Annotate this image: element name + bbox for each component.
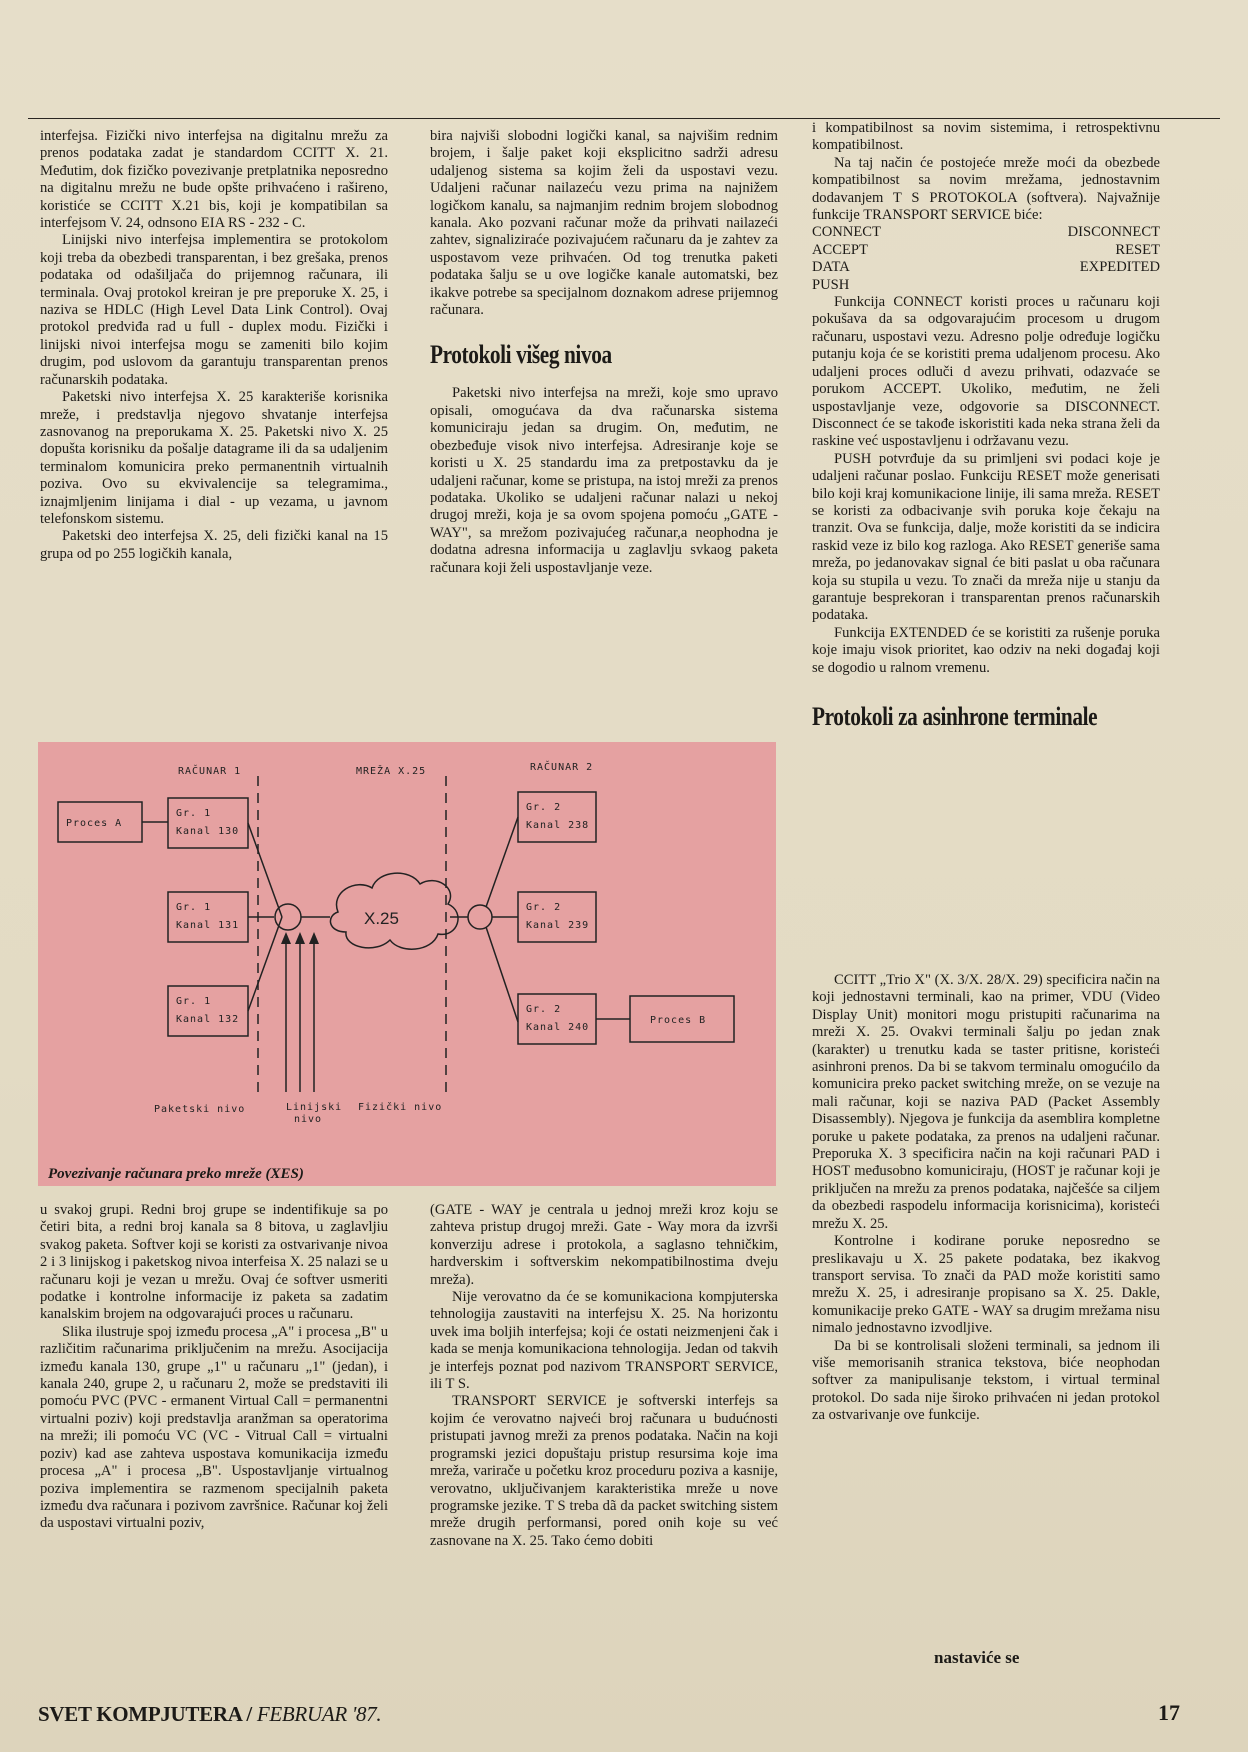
node-circle — [468, 905, 492, 929]
connector — [248, 917, 282, 1011]
label-linijski: Linijski — [286, 1102, 343, 1113]
arrow-head-icon — [309, 932, 319, 944]
column-2-top — [430, 128, 778, 577]
function-list — [812, 224, 1160, 294]
function-item: ACCEPT — [812, 241, 868, 258]
paragraph: TRANSPORT SERVICE je softverski interfejs sa kojim će verovatno najveći broj računara u budućnosti pristupati javnog mreži za prenos podataka. Način na koji programski jezici dopuštaju pristup resursima koje ima mreža, varirače u početku kroz proceduru poziva a kasnije, verovatno, uključivanjem karakteristika mreže u nove programske jezike. T S treba dã da packet switching sistem mreže drugih performansi, pored onih koje su već zasnovane na X. 25. Tako ćemo dobiti — [430, 1393, 778, 1549]
paragraph: u svakoj grupi. Redni broj grupe se indentifikuje sa po četiri bita, a redni broj kanala sa 8 bitova, u zaglavljiu svakog paketa. Softver koji se koristi za ostvarivanje nivoa 2 i 3 linijskog i paketskog nivoa interfeisa X. 25 nalazi se u računaru koji je vezan u mrežu. Ovaj će softver usmeriti podatke i kontrolne informacije iz paketa sa zadatim kanalskim brojem na odgovarajući proces u računaru. — [40, 1202, 388, 1323]
paragraph: Na taj način će postojeće mreže moći da obezbede kompatibilnost sa novim mrežama, jednostavnim dodavanjem T S PROTOKOLA (softvera). Najvažnije funkcije TRANSPORT SERVICE biće: — [812, 154, 1160, 224]
label-racunar1: RAČUNAR 1 — [178, 766, 242, 777]
column-1-bottom — [40, 1202, 388, 1533]
paragraph: CCITT „Trio X" (X. 3/X. 28/X. 29) specificira način na koji jednostavni terminali, kao na primer, VDU (Video Display Unit) monitori mogu pristupiti računarima na mreži X. 25. Ovakvi terminali šalju po jedan znak (karakter) u trenutku kada se taster pritisne, koristeći asinhroni prenos. Da bi se takvom terminalu omogućilo da komunicira preko packet switching mreže, on se vezuje na mali računar, koji se naziva PAD (Packet Assembly Disassembly). Njegova je funkcija da asemblira kompletne poruke u pakete podataka, za prenos na udaljeni računar. Preporuka X. 3 specificira način na koji računari PAD i HOST međusobno komuniciraju, (HOST je računar koji je priključen na mrežu za prenos podataka, najčešće sa ciljem da obezbedi raspodelu informacija korisnicima), koristeći mrežu X. 25. — [812, 972, 1160, 1232]
channel-group: Gr. 2 — [526, 1004, 562, 1015]
paragraph: Funkcija CONNECT koristi proces u računaru koji pokušava da sa odgovarajućim procesom u drugom računaru, uspostavi vezu. Adresno polje određuje logičku putanju koja će se koristiti prema udaljenom procesu. Ako udaljeni proces odluči d avezu prihvati, odazvaće se porukom ACCEPT. Ukoliko, međutim, ne želi uspostavljanje veze, odgovorie sa DISCONNECT. Disconnect će se takođe iskoristiti kada neka strana želi da raskine već uspostavljenu i održavanu vezu. — [812, 294, 1160, 450]
section-heading: Protokoli za asinhrone terminale — [812, 702, 1098, 731]
connector — [486, 817, 518, 907]
paragraph: Da bi se kontrolisali složeni terminali, sa jednom ili više memorisanih stranica tekstova, biće neophodan softver za manipulisanje tekstom, i virtual terminal protokol. Do sada nije široko prihvaćen ni jedan protokol za ostvarivanje ove funkcije. — [812, 1337, 1160, 1424]
channel-box — [518, 792, 596, 842]
issue-date: FEBRUAR '87. — [256, 1702, 382, 1726]
channel-number: Kanal 240 — [526, 1022, 590, 1033]
cloud-label: X.25 — [364, 909, 399, 928]
paragraph: Paketski nivo interfejsa na mreži, koje smo upravo opisali, omogućava da dva računarska sistema komuniciraju jedan sa drugim. On, međutim, ne obezbeđuje visok nivo interfejsa. Adresiranje koje se koristi u X. 25 standardu ima za pretpostavku da je udaljeni računar, kome se pristupa, na istoj mreži za prenos podataka. Ukoliko se udaljeni računar nalazi u nekoj drugoj mreži, koja je sa ovom spojena pomoću „GATE - WAY", sa mrežom pozivajućeg računar,a neophodna je dodatna adresna informacija u zaglavlju svkaog paketa računara koji želi uspostavljanje veze. — [430, 385, 778, 576]
paragraph: Nije verovatno da će se komunikaciona kompjuterska tehnologija zaustaviti na interfejsu X. 25. Na horizontu uvek ima boljih interfejsa; koji će ostati neizmenjeni čak i kada se menja komunikaciona tehnologija. Jedan od takvih je interfejs poznat pod nazivom TRANSPORT SERVICE, ili T S. — [430, 1289, 778, 1393]
label-linijski-nivo: nivo — [294, 1114, 323, 1125]
column-1-top — [40, 128, 388, 563]
label-fizicki-nivo: Fizički nivo — [358, 1102, 443, 1113]
function-item: PUSH — [812, 276, 850, 293]
channel-number: Kanal 131 — [176, 920, 240, 931]
channel-number: Kanal 130 — [176, 826, 240, 837]
channel-number: Kanal 238 — [526, 820, 590, 831]
proces-a-label: Proces A — [66, 818, 123, 829]
paragraph: Paketski deo interfejsa X. 25, deli fizički kanal na 15 grupa od po 255 logičkih kanala, — [40, 528, 388, 562]
channel-group: Gr. 1 — [176, 902, 212, 913]
channel-box — [518, 994, 596, 1044]
channel-group: Gr. 2 — [526, 802, 562, 813]
channel-box — [168, 986, 248, 1036]
paragraph: Funkcija EXTENDED će se koristiti za rušenje poruka koje imaju visok prioritet, kao odziv na neki događaj koji se dogodio u ralnom vremenu. — [812, 624, 1160, 676]
top-rule — [28, 118, 1220, 119]
function-item: EXPEDITED — [1079, 259, 1160, 276]
paragraph: Slika ilustruje spoj između procesa „A" i procesa „B" u različitim računarima priključenim na mrežu. Asocijacija između kanala 130, grupe „1" u računaru „1" (jedan), i kanala 240, grupe 2, u računaru 2, može se predstaviti ili pomoću PVC (PVC - ermanent Virtual Call = permanentni virtualni poziv) koji predstavlja aranžman sa operatorima na mreži; ili pomoću VC (VC - Vitrual Call = virtualni poziv) kad ase zahteva uspostava komunikacija između procesa „A" i procesa „B". Uspostavljanje virtualnog poziva implementira se razmenom specijalnih paketa između dva računara i pozivom završnice. Računar koj želi da uspostavi virtualni poziv, — [40, 1323, 388, 1532]
paragraph: Linijski nivo interfejsa implementira se protokolom koji treba da obezbedi transparentan, i bez grešaka, prenos podataka od odašiljača do prijemnog računara, ili terminala. Ovaj protokol kreiran je pre preporuke X. 25, i naziva se HDLC (High Level Data Link Control). Ovaj protokol predviđa rad u full - duplex modu. Fizički i linijski nivoi interfejsa mogu se zameniti bilo kojim drugim, pod uslovom da garantuju transparentan prenos računarskih podataka. — [40, 232, 388, 388]
label-paketski-nivo: Paketski nivo — [154, 1104, 246, 1115]
paragraph: Paketski nivo interfejsa X. 25 karakteriše korisnika mreže, i predstavlja njegovo shvatanje interfejsa zasnovanog na preporukama X. 25. Paketski nivo X. 25 dopušta korisniku da pošalje datagrame ili da sa udaljenim terminalom komunicira preko permanentnih virtualnih poziva. Ovo su ekvivalencije sa telegramima., iznajmljenim linijama i dial - up vezama, u javnom telefonskom sistemu. — [40, 389, 388, 527]
proces-b-label: Proces B — [650, 1015, 707, 1026]
channel-number: Kanal 239 — [526, 920, 590, 931]
paragraph: PUSH potvrđuje da su primljeni svi podaci koje je udaljeni računar poslao. Funkciju RESET može generisati bilo koji kraj komunikacione linije, ili sama mreža. RESET se koristi za odbacivanje svih poruka koje čekaju na tranzit. Ova se funkcija, dalje, može koristiti da se indicira raskid veze iz bilo kog razloga. Ako RESET generiše sama mreža, po jedanovakav signal će biti paslat u oba računara koja su stupila u vezu. To znači da mreža nije u stanju da garantuje besprekoran i transparentan prenos računarskih podataka. — [812, 450, 1160, 624]
channel-group: Gr. 1 — [176, 996, 212, 1007]
paragraph: interfejsa. Fizički nivo interfejsa na digitalnu mrežu za prenos podataka zadat je standardom CCITT X. 21. Međutim, dok fizičko povezivanje pretplatnika neposredno na digitalnu mrežu ne bude opšte prihvaćeno i rašireno, koristiće se CCITT X.21 bis, koji je kompatibilan sa interfejsom V. 24, odnsono EIA RS - 232 - C. — [40, 128, 388, 232]
section-heading: Protokoli višeg nivoa — [430, 340, 612, 370]
channel-group: Gr. 2 — [526, 902, 562, 913]
paragraph: Kontrolne i kodirane poruke neposredno se preslikavaju u X. 25 pakete podataka, bez ikakvog transport servisa. To znači da PAD može koristiti samo mrežu X. 25, i adresiranje propisano sa X. 25. Dakle, komunikacije preko GATE - WAY sa drugim mrežama nisu nimalo jednostavno izvodljive. — [812, 1233, 1160, 1337]
channel-box — [518, 892, 596, 942]
network-diagram — [38, 742, 776, 1186]
paragraph: i kompatibilnost sa novim sistemima, i retrospektivnu kompatibilnost. — [812, 120, 1160, 154]
continued-note: nastaviće se — [934, 1648, 1020, 1667]
arrow-head-icon — [281, 932, 291, 944]
page-number: 17 — [1158, 1700, 1180, 1725]
channel-group: Gr. 1 — [176, 808, 212, 819]
function-item: DATA — [812, 259, 850, 276]
connector — [486, 927, 518, 1022]
channel-number: Kanal 132 — [176, 1014, 240, 1025]
figure-caption: Povezivanje računara preko mreže (XES) — [48, 1166, 304, 1182]
column-3-top — [812, 120, 1160, 747]
magazine-name: SVET KOMPJUTERA / — [38, 1702, 252, 1726]
magazine-footer — [38, 1702, 381, 1727]
channel-box — [168, 798, 248, 848]
function-item: CONNECT — [812, 224, 881, 241]
label-mreza: MREŽA X.25 — [356, 766, 427, 777]
connector — [248, 823, 282, 917]
function-item — [986, 277, 1160, 294]
function-item: DISCONNECT — [1067, 224, 1160, 241]
channel-box — [168, 892, 248, 942]
label-racunar2: RAČUNAR 2 — [530, 762, 594, 773]
arrow-head-icon — [295, 932, 305, 944]
paragraph: (GATE - WAY je centrala u jednoj mreži kroz koju se zahteva pristup drugoj mreži. Gate - Way mora da izvrši konverziju adrese i protokola, a saglasno tehničkim, hardverskim i softverskim nekompatibilnostima dveju mreža). — [430, 1202, 778, 1288]
function-item: RESET — [1115, 241, 1160, 258]
column-3-bottom — [812, 972, 1160, 1425]
diagram-svg — [38, 742, 776, 1186]
paragraph: bira najviši slobodni logički kanal, sa najvišim rednim brojem, i šalje paket koji eksplicitno sadrži adresu udaljenog sistema sa kojim želi da uspostavi vezu. Udaljeni računar nailazeću vezu prima na najnižem logičkom kanalu, sa najmanjim rednim brojem slobodnog kanala. Ako pozvani računar može da prihvati nailazeći zahtev, signaliziraće pozivajućem računaru da je zahtev za uspostavom veze prihvaćen. Od tog trenutka paketi podataka šalju se u ove logičke kanale automatski, bez ikakve potrebe sa specijalnom doznakom adrese prijemnog računara. — [430, 128, 778, 319]
node-circle — [275, 904, 301, 930]
column-2-bottom — [430, 1202, 778, 1550]
